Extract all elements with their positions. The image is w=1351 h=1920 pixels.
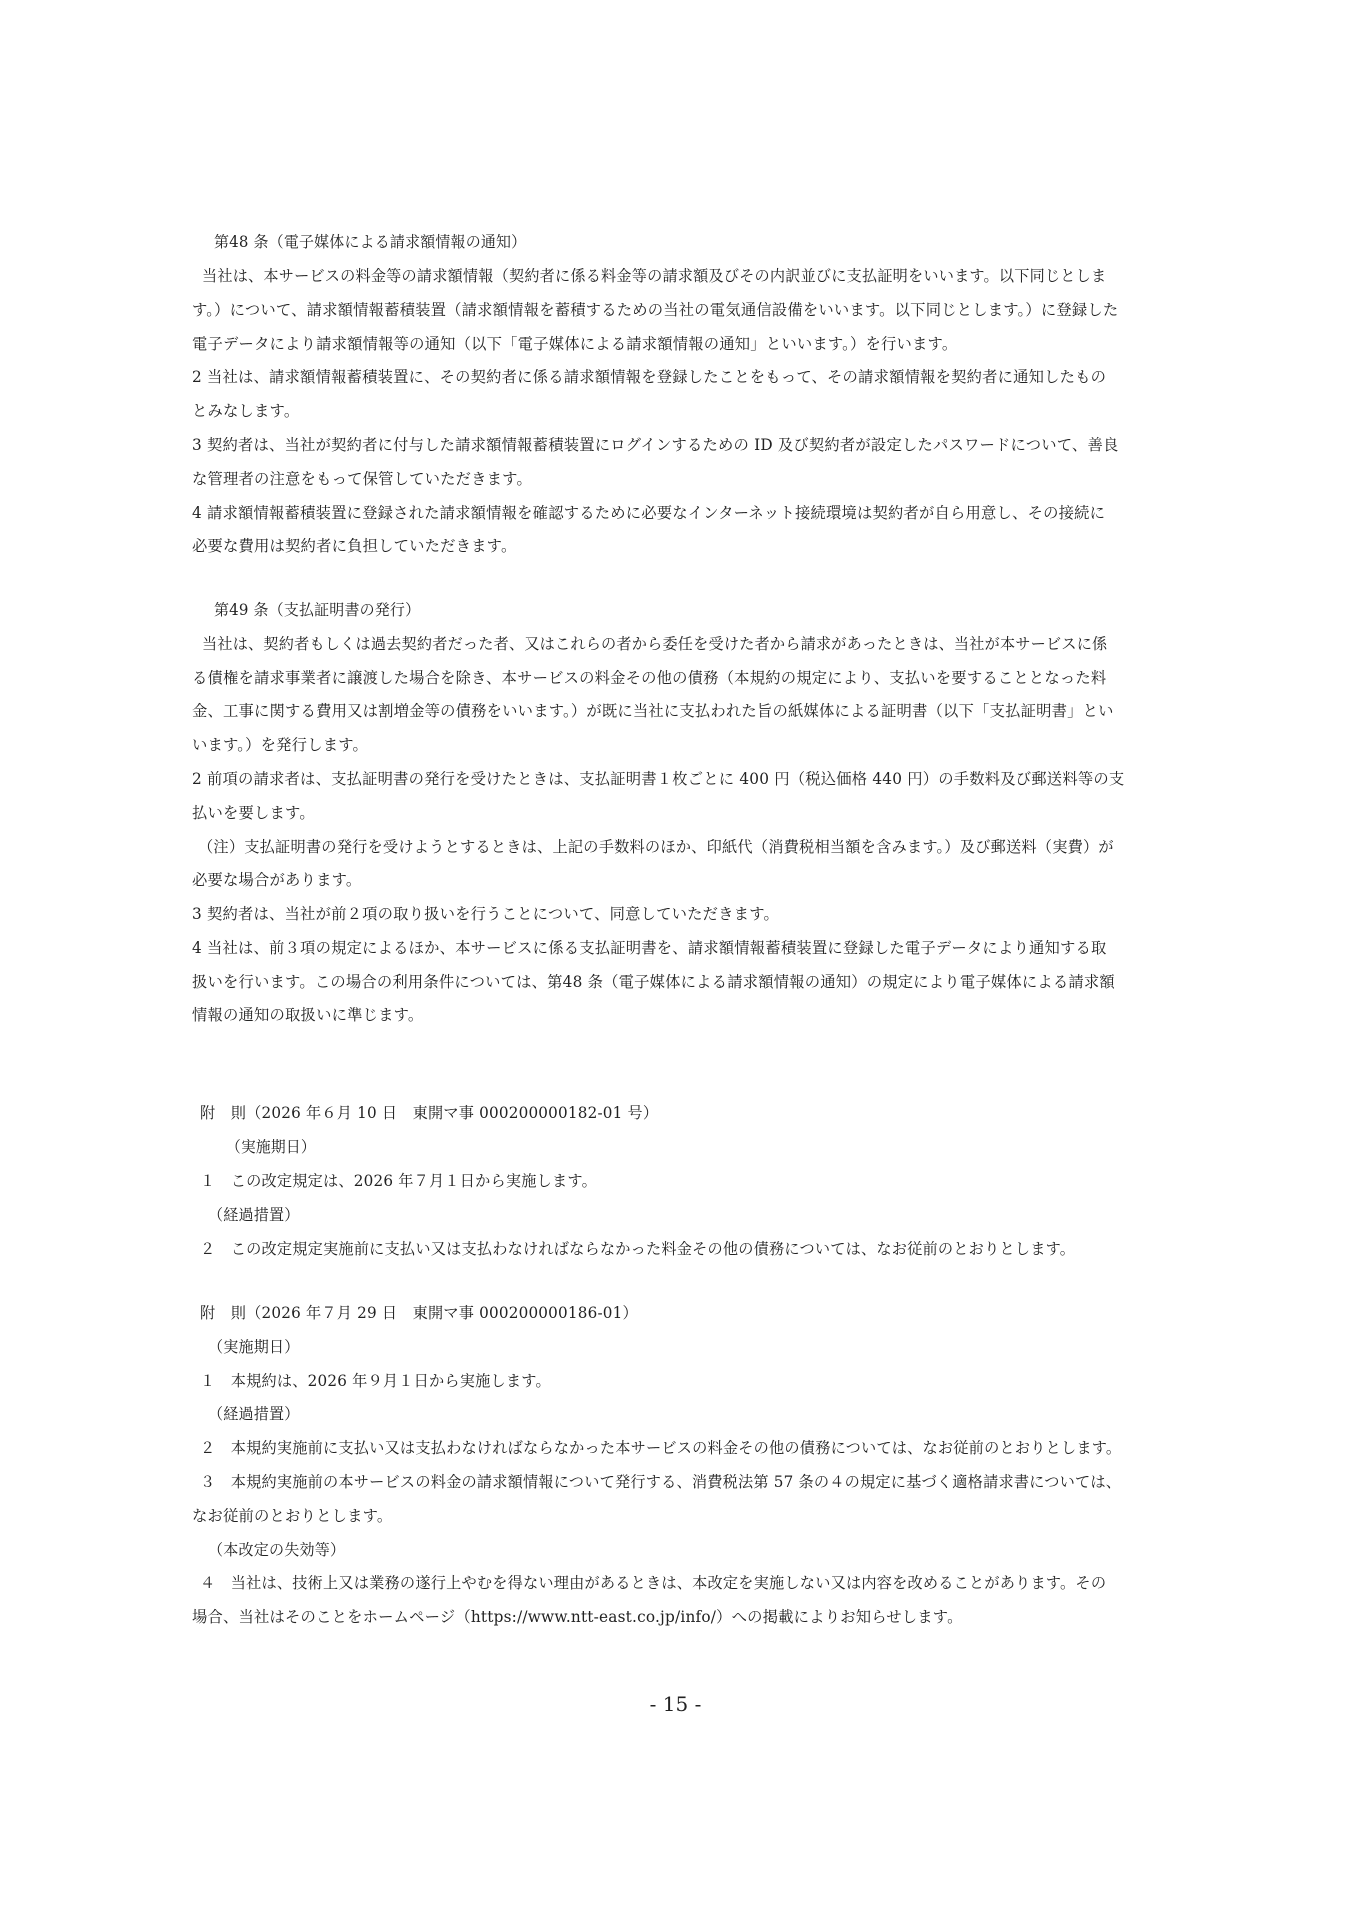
article-48-line: す。）について、請求額情報蓄積装置（請求額情報を蓄積するための当社の電気通信設備をいいます。以下同じとします。）に登録した <box>192 301 1119 319</box>
article-49-line: 金、工事に関する費用又は割増金等の債務をいいます。）が既に当社に支払われた旨の紙媒体による証明書（以下「支払証明書」とい <box>192 702 1114 720</box>
article-49-line: る債権を請求事業者に譲渡した場合を除き、本サービスの料金その他の債務（本規約の規定により、支払いを要することとなった料 <box>192 669 1107 687</box>
article-48-line: 電子データにより請求額情報等の通知（以下「電子媒体による請求額情報の通知」といいます。）を行います。 <box>192 335 958 353</box>
supplement-2-line: ３ 本規約実施前の本サービスの料金の請求額情報について発行する、消費税法第 57 条の４の規定に基づく適格請求書については、 <box>200 1473 1122 1491</box>
supplement-2-line: １ 本規約は、2026 年９月１日から実施します。 <box>200 1372 551 1390</box>
article-49-line: 2 前項の請求者は、支払証明書の発行を受けたときは、支払証明書１枚ごとに 400 円（税込価格 440 円）の手数料及び郵送料等の支 <box>192 770 1125 788</box>
supplement-2-heading: 附 則（2026 年７月 29 日 東開マ事 000200000186-01） <box>200 1304 638 1322</box>
supplement-2-subheading: （実施期日） <box>208 1338 300 1356</box>
supplement-2-subheading: （本改定の失効等） <box>208 1541 346 1559</box>
article-48-line: 4 請求額情報蓄積装置に登録された請求額情報を確認するために必要なインターネット接続環境は契約者が自ら用意し、その接続に <box>192 504 1106 522</box>
supplement-2-line: ４ 当社は、技術上又は業務の遂行上やむを得ない理由があるときは、本改定を実施しない又は内容を改めることがあります。その <box>200 1574 1107 1592</box>
article-49-note: （注）支払証明書の発行を受けようとするときは、上記の手数料のほか、印紙代（消費税相当額を含みます。）及び郵送料（実費）が <box>198 838 1114 856</box>
supplement-2-line: 場合、当社はそのことをホームページ（https://www.ntt-east.co.jp/info/）への掲載によりお知らせします。 <box>192 1608 963 1626</box>
supplement-1-heading: 附 則（2026 年６月 10 日 東開マ事 000200000182-01 号） <box>200 1104 659 1122</box>
article-49-line: 4 当社は、前３項の規定によるほか、本サービスに係る支払証明書を、請求額情報蓄積装置に登録した電子データにより通知する取 <box>192 939 1107 957</box>
article-49-line: 扱いを行います。この場合の利用条件については、第48 条（電子媒体による請求額情報の通知）の規定により電子媒体による請求額 <box>192 973 1115 991</box>
supplement-1-line: ２ この改定規定実施前に支払い又は支払わなければならなかった料金その他の債務については、なお従前のとおりとします。 <box>200 1240 1076 1258</box>
article-49-line: 当社は、契約者もしくは過去契約者だった者、又はこれらの者から委任を受けた者から請求があったときは、当社が本サービスに係 <box>202 635 1108 653</box>
article-49-line: 必要な場合があります。 <box>192 871 362 889</box>
supplement-2-line: ２ 本規約実施前に支払い又は支払わなければならなかった本サービスの料金その他の債務については、なお従前のとおりとします。 <box>200 1439 1122 1457</box>
article-48-line: 3 契約者は、当社が契約者に付与した請求額情報蓄積装置にログインするための ID 及び契約者が設定したパスワードについて、善良 <box>192 436 1119 454</box>
article-48-heading: 第48 条（電子媒体による請求額情報の通知） <box>214 233 527 251</box>
article-48-line: 必要な費用は契約者に負担していただきます。 <box>192 537 517 555</box>
article-48-line: とみなします。 <box>192 402 300 420</box>
article-48-line: 2 当社は、請求額情報蓄積装置に、その契約者に係る請求額情報を登録したことをもって、その請求額情報を契約者に通知したもの <box>192 368 1107 386</box>
article-49-line: います。）を発行します。 <box>192 736 368 754</box>
supplement-2-subheading: （経過措置） <box>208 1405 300 1423</box>
article-48-line: 当社は、本サービスの料金等の請求額情報（契約者に係る料金等の請求額及びその内訳並びに支払証明をいいます。以下同じとしま <box>202 267 1107 285</box>
article-49-line: 情報の通知の取扱いに準じます。 <box>192 1006 424 1024</box>
supplement-1-subheading: （経過措置） <box>208 1206 300 1224</box>
article-48-line: な管理者の注意をもって保管していただきます。 <box>192 470 532 488</box>
supplement-2-line: なお従前のとおりとします。 <box>192 1507 393 1525</box>
supplement-1-line: １ この改定規定は、2026 年７月１日から実施します。 <box>200 1172 597 1190</box>
supplement-1-subheading: （実施期日） <box>226 1138 316 1156</box>
page-number: - 15 - <box>649 1692 702 1716</box>
article-49-line: 払いを要します。 <box>192 804 315 822</box>
article-49-heading: 第49 条（支払証明書の発行） <box>214 601 421 619</box>
article-49-line: 3 契約者は、当社が前２項の取り扱いを行うことについて、同意していただきます。 <box>192 905 779 923</box>
